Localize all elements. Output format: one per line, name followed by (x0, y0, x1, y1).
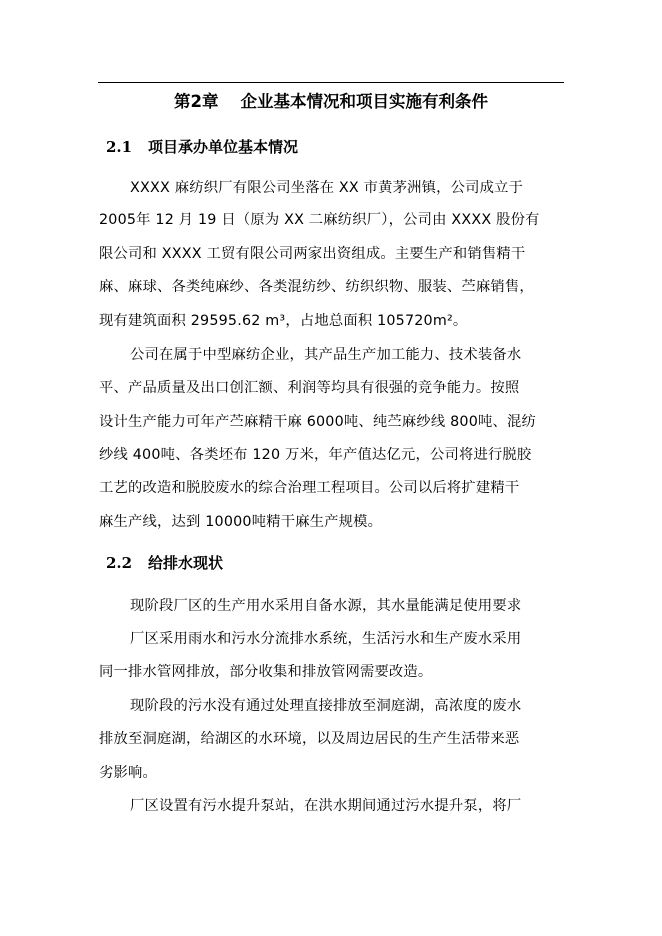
paragraph-line: 公司在属于中型麻纺企业，其产品生产加工能力、技术装备水 (130, 347, 522, 363)
paragraph-line: 麻生产线，达到 10000吨精干麻生产规模。 (99, 514, 383, 530)
section-heading-2-2 (106, 552, 223, 574)
section-number: 2.1 (106, 138, 133, 156)
paragraph-line: 排放至洞庭湖，给湖区的水环境，以及周边居民的生产生活带来恶 (99, 731, 520, 747)
paragraph-line: 劣影响。 (99, 765, 157, 781)
section-title: 给排水现状 (148, 554, 224, 572)
paragraph-line: 纱线 400吨、各类坯布 120 万米，年产值达亿元，公司将进行脱胶 (99, 447, 532, 463)
paragraph-line: 现阶段的污水没有通过处理直接排放至洞庭湖，高浓度的废水 (130, 698, 522, 714)
header-rule (98, 82, 564, 83)
paragraph-line: 厂区采用雨水和污水分流排水系统，生活污水和生产废水采用 (130, 631, 522, 647)
chapter-number: 第2章 (174, 92, 219, 111)
paragraph-line: 现阶段厂区的生产用水采用自备水源，其水量能满足使用要求 (130, 598, 522, 614)
section-title: 项目承办单位基本情况 (148, 138, 299, 156)
paragraph-line: 麻、麻球、各类纯麻纱、各类混纺纱、纺织织物、服装、苎麻销售， (99, 279, 534, 295)
chapter-title (98, 91, 564, 113)
chapter-title-text: 企业基本情况和项目实施有利条件 (240, 92, 488, 111)
paragraph-line: 工艺的改造和脱胶废水的综合治理工程项目。公司以后将扩建精干 (99, 480, 520, 496)
paragraph-line: 现有建筑面积 29595.62 m³，占地总面积 105720m²。 (99, 313, 468, 329)
paragraph-line: 同一排水管网排放，部分收集和排放管网需要改造。 (99, 664, 433, 680)
paragraph-line: XXXX 麻纺织厂有限公司坐落在 XX 市黄茅洲镇，公司成立于 (130, 180, 524, 196)
paragraph-line: 平、产品质量及出口创汇额、利润等均具有很强的竞争能力。按照 (99, 380, 520, 396)
paragraph-line: 限公司和 XXXX 工贸有限公司两家出资组成。主要生产和销售精干 (99, 246, 526, 262)
paragraph-line: 设计生产能力可年产苎麻精干麻 6000吨、纯苎麻纱线 800吨、混纺 (99, 414, 536, 430)
section-heading-2-1 (106, 136, 298, 158)
section-number: 2.2 (106, 554, 133, 572)
paragraph-line: 厂区设置有污水提升泵站，在洪水期间通过污水提升泵，将厂 (130, 798, 522, 814)
paragraph-line: 2005年 12 月 19 日（原为 XX 二麻纺织厂），公司由 XXXX 股份有 (99, 212, 540, 228)
